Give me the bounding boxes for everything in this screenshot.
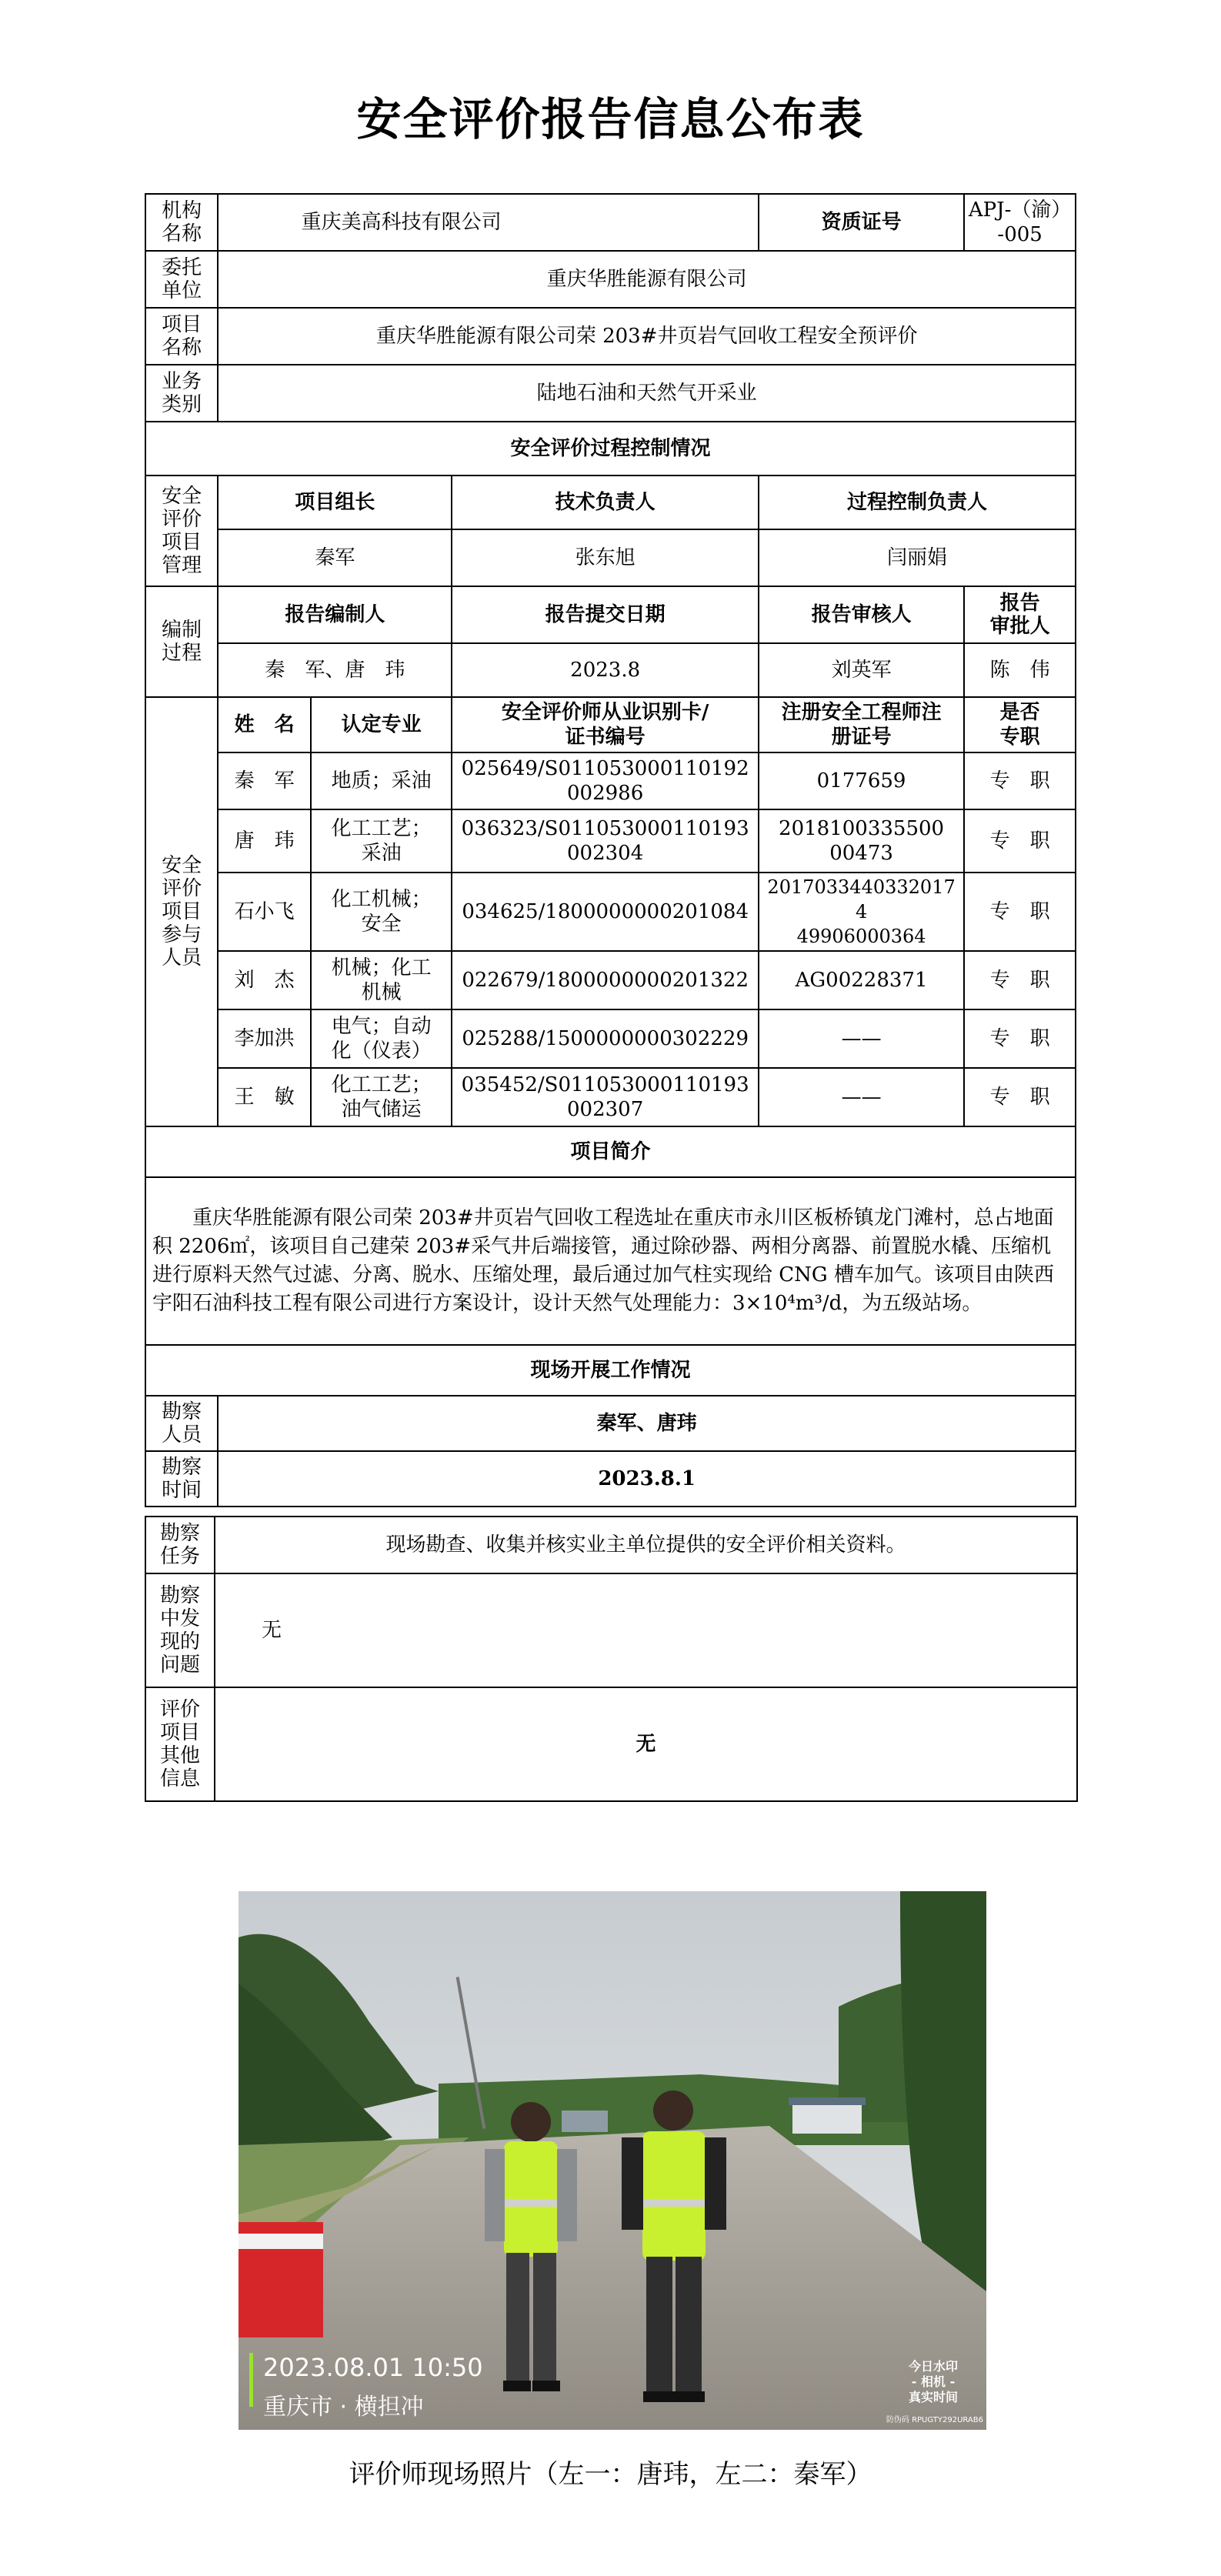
compile-value-reviewer: 刘英军 [759, 643, 964, 697]
staff-card: 036323/S011053000110193002304 [452, 809, 758, 873]
staff-header-reg: 注册安全工程师注 册证号 [759, 697, 964, 752]
staff-header-card: 安全评价师从业识别卡/ 证书编号 [452, 697, 758, 752]
survey-task-label: 勘察 任务 [145, 1517, 215, 1573]
staff-reg: 0177659 [759, 752, 964, 809]
client-value: 重庆华胜能源有限公司 [218, 251, 1076, 308]
project-label: 项目 名称 [145, 308, 218, 365]
staff-major: 地质；采油 [311, 752, 452, 809]
compile-value-approver: 陈 伟 [964, 643, 1076, 697]
cert-value: APJ-（渝）-005 [964, 194, 1076, 251]
staff-card: 025288/1500000000302229 [452, 1009, 758, 1068]
site-photo [239, 1891, 986, 2430]
staff-name: 刘 杰 [218, 951, 311, 1009]
management-label: 安全 评价 项目 管理 [145, 475, 218, 586]
mgmt-value-tech: 张东旭 [452, 529, 758, 586]
cert-label: 资质证号 [759, 194, 964, 251]
staff-fulltime: 专 职 [964, 1068, 1076, 1126]
photo-code: 防伪码 RPUGTY292URAB6 [886, 2416, 983, 2424]
survey-staff-value: 秦军、唐玮 [218, 1396, 1076, 1451]
compile-value-date: 2023.8 [452, 643, 758, 697]
site-section-heading: 现场开展工作情况 [145, 1345, 1076, 1396]
staff-name: 秦 军 [218, 752, 311, 809]
survey-issues-label: 勘察 中发 现的 问题 [145, 1573, 215, 1687]
table-row [145, 1009, 1076, 1068]
site-photo-image [239, 1891, 986, 2430]
org-value: 重庆美高科技有限公司 [218, 194, 759, 251]
compile-header-author: 报告编制人 [218, 586, 452, 643]
process-section-heading: 安全评价过程控制情况 [145, 422, 1076, 475]
staff-fulltime: 专 职 [964, 951, 1076, 1009]
staff-card: 034625/1800000000201084 [452, 873, 758, 951]
table-row [145, 951, 1076, 1009]
staff-fulltime: 专 职 [964, 809, 1076, 873]
staff-major: 化工机械； 安全 [311, 873, 452, 951]
staff-major: 化工工艺； 油气储运 [311, 1068, 452, 1126]
business-label: 业务 类别 [145, 365, 218, 422]
photo-watermark: 今日水印 - 相机 - 真实时间 [908, 2359, 958, 2404]
compile-header-approver: 报告 审批人 [964, 586, 1076, 643]
staff-label: 安全 评价 项目 参与 人员 [145, 697, 218, 1126]
intro-section-heading: 项目简介 [145, 1126, 1076, 1177]
business-value: 陆地石油和天然气开采业 [218, 365, 1076, 422]
org-label: 机构 名称 [145, 194, 218, 251]
staff-card: 035452/S011053000110193002307 [452, 1068, 758, 1126]
survey-time-value: 2023.8.1 [218, 1451, 1076, 1507]
mgmt-header-tech: 技术负责人 [452, 475, 758, 529]
table-row [145, 873, 1076, 951]
survey-table [145, 1516, 1078, 1802]
staff-fulltime: 专 职 [964, 1009, 1076, 1068]
project-value: 重庆华胜能源有限公司荣 203#井页岩气回收工程安全预评价 [218, 308, 1076, 365]
staff-major: 机械；化工 机械 [311, 951, 452, 1009]
mgmt-value-leader: 秦军 [218, 529, 452, 586]
compile-header-reviewer: 报告审核人 [759, 586, 964, 643]
compile-value-author: 秦 军、唐 玮 [218, 643, 452, 697]
staff-reg: 2018100335500 00473 [759, 809, 964, 873]
staff-fulltime: 专 职 [964, 752, 1076, 809]
compile-label: 编制 过程 [145, 586, 218, 697]
survey-issues-value: 无 [215, 1573, 1077, 1687]
info-table [145, 193, 1076, 1507]
other-info-value: 无 [215, 1687, 1077, 1801]
photo-location: 重庆市 · 横担冲 [263, 2394, 424, 2421]
compile-header-date: 报告提交日期 [452, 586, 758, 643]
staff-major: 电气；自动 化（仪表） [311, 1009, 452, 1068]
page-title: 安全评价报告信息公布表 [356, 93, 865, 145]
staff-reg: —— [759, 1009, 964, 1068]
mgmt-header-process: 过程控制负责人 [759, 475, 1076, 529]
staff-card: 022679/1800000000201322 [452, 951, 758, 1009]
table-row [145, 1068, 1076, 1126]
other-info-label: 评价 项目 其他 信息 [145, 1687, 215, 1801]
staff-reg: AG00228371 [759, 951, 964, 1009]
mgmt-value-process: 闫丽娟 [759, 529, 1076, 586]
intro-text: 重庆华胜能源有限公司荣 203#井页岩气回收工程选址在重庆市永川区板桥镇龙门滩村，总占地面积 2206㎡，该项目自己建荣 203#采气井后端接管，通过除砂器、两相分离器、前置脱水橇、压缩机进行原料天然气过滤、分离、脱水、压缩处理，最后通过加气柱实现给 CNG 槽车加气。该项目由陕西宇阳石油科技工程有限公司进行方案设计，设计天然气处理能力：3×10⁴m³/d，为五级站场。 [145, 1177, 1076, 1345]
table-row [145, 752, 1076, 809]
staff-name: 王 敏 [218, 1068, 311, 1126]
staff-name: 石小飞 [218, 873, 311, 951]
staff-major: 化工工艺； 采油 [311, 809, 452, 873]
staff-name: 李加洪 [218, 1009, 311, 1068]
staff-header-fulltime: 是否 专职 [964, 697, 1076, 752]
staff-reg: 20170334403320174 49906000364 [759, 873, 964, 951]
survey-staff-label: 勘察 人员 [145, 1396, 218, 1451]
staff-header-major: 认定专业 [311, 697, 452, 752]
table-row [145, 809, 1076, 873]
staff-reg: —— [759, 1068, 964, 1126]
survey-task-value: 现场勘查、收集并核实业主单位提供的安全评价相关资料。 [215, 1517, 1077, 1573]
staff-fulltime: 专 职 [964, 873, 1076, 951]
staff-header-name: 姓 名 [218, 697, 311, 752]
photo-caption: 评价师现场照片（左一：唐玮，左二：秦军） [349, 2459, 872, 2490]
survey-time-label: 勘察 时间 [145, 1451, 218, 1507]
client-label: 委托 单位 [145, 251, 218, 308]
staff-name: 唐 玮 [218, 809, 311, 873]
photo-timestamp: 2023.08.01 10:50 [263, 2353, 483, 2382]
staff-card: 025649/S011053000110192002986 [452, 752, 758, 809]
mgmt-header-leader: 项目组长 [218, 475, 452, 529]
